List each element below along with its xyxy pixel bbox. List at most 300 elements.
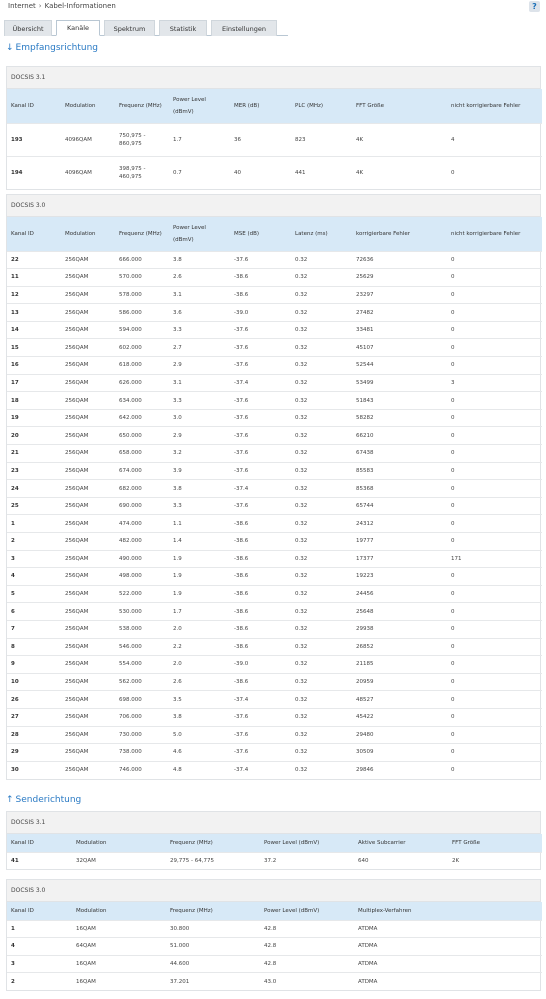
table-row (7, 515, 542, 533)
arrow-down-icon: ↓ (6, 43, 14, 53)
downstream-docsis30-panel (6, 194, 541, 780)
downstream-docsis30-header: DOCSIS 3.0 (7, 195, 540, 217)
column-header: Aktive Subcarrier (354, 834, 448, 852)
table-cell: 0 (447, 304, 542, 322)
table-row (7, 462, 542, 480)
upstream-title: Senderichtung (15, 795, 82, 805)
channel-id-cell: 7 (7, 620, 61, 638)
table-cell: 85368 (352, 480, 447, 498)
channel-id-cell: 26 (7, 691, 61, 709)
table-cell: 0 (447, 269, 542, 287)
table-cell: 1.9 (169, 550, 230, 568)
channel-id-cell: 6 (7, 603, 61, 621)
table-row (7, 374, 542, 392)
breadcrumb-item-internet[interactable]: Internet (8, 2, 36, 10)
channel-id-cell: 23 (7, 462, 61, 480)
breadcrumb (8, 0, 116, 12)
arrow-up-icon: ↑ (6, 795, 14, 805)
table-cell: 0.32 (291, 480, 352, 498)
table-cell: 256QAM (61, 638, 115, 656)
table-cell: -38.6 (230, 603, 291, 621)
table-cell: 0 (447, 673, 542, 691)
table-cell: 3.3 (169, 321, 230, 339)
table-cell: 256QAM (61, 445, 115, 463)
table-cell: 256QAM (61, 269, 115, 287)
table-cell: 52544 (352, 357, 447, 375)
table-cell: 256QAM (61, 533, 115, 551)
table-cell: 602.000 (115, 339, 169, 357)
table-cell: 1.7 (169, 123, 230, 156)
table-cell: 474.000 (115, 515, 169, 533)
upstream-docsis31-header: DOCSIS 3.1 (7, 812, 540, 834)
downstream-docsis30-table (7, 217, 542, 779)
table-cell: -37.6 (230, 744, 291, 762)
table-cell: 42.8 (260, 955, 354, 973)
table-cell: 1.4 (169, 533, 230, 551)
tab-spektrum[interactable]: Spektrum (104, 20, 155, 36)
table-row (7, 286, 542, 304)
table-cell: 0.32 (291, 656, 352, 674)
table-cell: 2.6 (169, 269, 230, 287)
table-cell: 29846 (352, 761, 447, 779)
table-cell: 256QAM (61, 515, 115, 533)
table-cell: 650.000 (115, 427, 169, 445)
table-cell: 45422 (352, 708, 447, 726)
table-cell: 0.32 (291, 462, 352, 480)
table-cell: 256QAM (61, 568, 115, 586)
channel-id-cell: 11 (7, 269, 61, 287)
column-header: nicht korrigierbare Fehler (447, 217, 542, 251)
table-cell: 0.32 (291, 339, 352, 357)
table-cell: 256QAM (61, 744, 115, 762)
column-header: Power Level (dBmV) (169, 217, 230, 251)
table-cell: 0.32 (291, 585, 352, 603)
table-cell: 441 (291, 156, 352, 189)
table-cell: 0.32 (291, 392, 352, 410)
channel-id-cell: 3 (7, 955, 72, 973)
table-cell: 3.1 (169, 374, 230, 392)
table-cell: 578.000 (115, 286, 169, 304)
channel-id-cell: 15 (7, 339, 61, 357)
table-cell: 2.2 (169, 638, 230, 656)
column-header: Modulation (61, 89, 115, 123)
column-header: Latenz (ms) (291, 217, 352, 251)
table-cell: 0 (447, 726, 542, 744)
table-row (7, 251, 542, 269)
table-cell: 45107 (352, 339, 447, 357)
table-cell: 64QAM (72, 938, 166, 956)
breadcrumb-item-kabel-informationen: Kabel-Informationen (44, 2, 116, 10)
table-cell: 0 (447, 656, 542, 674)
table-cell: -39.0 (230, 656, 291, 674)
table-cell: 0 (447, 744, 542, 762)
table-cell: ATDMA (354, 955, 542, 973)
downstream-title: Empfangsrichtung (15, 43, 99, 53)
upstream-docsis30-header: DOCSIS 3.0 (7, 880, 540, 902)
table-cell: 0.32 (291, 409, 352, 427)
table-cell: 3.2 (169, 445, 230, 463)
upstream-section-title (6, 795, 81, 805)
table-cell: 0.32 (291, 304, 352, 322)
table-cell: -37.4 (230, 480, 291, 498)
table-cell: 618.000 (115, 357, 169, 375)
column-header: Frequenz (MHz) (115, 89, 169, 123)
column-header: Frequenz (MHz) (166, 834, 260, 852)
table-cell: 1.1 (169, 515, 230, 533)
table-row (7, 603, 542, 621)
table-cell: 0.32 (291, 691, 352, 709)
table-cell: 538.000 (115, 620, 169, 638)
table-cell: 0.32 (291, 726, 352, 744)
table-cell: 256QAM (61, 427, 115, 445)
table-cell: 0 (447, 409, 542, 427)
table-cell: 498.000 (115, 568, 169, 586)
table-cell: -38.6 (230, 269, 291, 287)
table-cell: 0 (447, 708, 542, 726)
channel-id-cell: 4 (7, 568, 61, 586)
table-row (7, 761, 542, 779)
table-cell: 634.000 (115, 392, 169, 410)
table-cell: 640 (354, 852, 448, 869)
table-row (7, 585, 542, 603)
table-cell: 594.000 (115, 321, 169, 339)
column-header: Power Level (dBmV) (260, 902, 354, 920)
tab-kanaele[interactable]: Kanäle (56, 20, 100, 36)
table-cell: 750,975 - 860,975 (115, 123, 169, 156)
table-cell: 698.000 (115, 691, 169, 709)
table-cell: 16QAM (72, 955, 166, 973)
table-cell: 0 (447, 357, 542, 375)
table-cell: -38.6 (230, 585, 291, 603)
table-cell: 16QAM (72, 973, 166, 991)
table-cell: 626.000 (115, 374, 169, 392)
table-cell: 642.000 (115, 409, 169, 427)
table-cell: 256QAM (61, 620, 115, 638)
table-cell: 2.6 (169, 673, 230, 691)
table-cell: -37.6 (230, 251, 291, 269)
table-cell: -37.6 (230, 409, 291, 427)
table-header-row (7, 834, 542, 852)
table-cell: 0 (447, 445, 542, 463)
table-cell: 53499 (352, 374, 447, 392)
table-cell: 256QAM (61, 550, 115, 568)
column-header: Modulation (61, 217, 115, 251)
table-cell: 19223 (352, 568, 447, 586)
table-cell: 65744 (352, 497, 447, 515)
table-cell: 0 (447, 427, 542, 445)
table-cell: 0 (447, 691, 542, 709)
table-cell: 0 (447, 515, 542, 533)
table-cell: -37.6 (230, 339, 291, 357)
table-cell: 256QAM (61, 321, 115, 339)
table-cell: 16QAM (72, 920, 166, 938)
table-row (7, 357, 542, 375)
table-cell: 256QAM (61, 603, 115, 621)
table-cell: 0.32 (291, 374, 352, 392)
table-cell: 23297 (352, 286, 447, 304)
table-row (7, 955, 542, 973)
table-cell: 256QAM (61, 251, 115, 269)
table-cell: 490.000 (115, 550, 169, 568)
table-cell: 0 (447, 251, 542, 269)
tab-statistik[interactable]: Statistik (159, 20, 207, 36)
table-cell: 3.5 (169, 691, 230, 709)
table-cell: 0 (447, 480, 542, 498)
table-cell: 67438 (352, 445, 447, 463)
downstream-section-title (6, 43, 98, 53)
column-header: Frequenz (MHz) (115, 217, 169, 251)
table-cell: 0.32 (291, 673, 352, 691)
table-cell: 4.6 (169, 744, 230, 762)
table-cell: -39.0 (230, 304, 291, 322)
table-cell: 256QAM (61, 357, 115, 375)
table-row (7, 156, 542, 189)
table-cell: 27482 (352, 304, 447, 322)
table-cell: 0 (447, 321, 542, 339)
table-cell: 0.32 (291, 269, 352, 287)
table-cell: -37.6 (230, 445, 291, 463)
table-cell: 256QAM (61, 585, 115, 603)
table-header-row (7, 902, 542, 920)
table-cell: 5.0 (169, 726, 230, 744)
table-cell: 0 (447, 638, 542, 656)
table-cell: 42.8 (260, 938, 354, 956)
table-row (7, 726, 542, 744)
table-cell: 0 (447, 392, 542, 410)
channel-id-cell: 27 (7, 708, 61, 726)
table-cell: 48527 (352, 691, 447, 709)
table-cell: 0.32 (291, 533, 352, 551)
channel-id-cell: 24 (7, 480, 61, 498)
channel-id-cell: 28 (7, 726, 61, 744)
table-cell: 0 (447, 585, 542, 603)
table-row (7, 392, 542, 410)
column-header: Kanal ID (7, 217, 61, 251)
upstream-docsis30-panel (6, 879, 541, 991)
column-header: Kanal ID (7, 834, 72, 852)
table-cell: -38.6 (230, 286, 291, 304)
channel-id-cell: 2 (7, 973, 72, 991)
table-cell: 562.000 (115, 673, 169, 691)
table-cell: 17377 (352, 550, 447, 568)
table-cell: 256QAM (61, 409, 115, 427)
table-cell: 0.32 (291, 497, 352, 515)
downstream-docsis31-table (7, 89, 542, 189)
table-cell: -37.4 (230, 374, 291, 392)
table-cell: 823 (291, 123, 352, 156)
column-header: Multiplex-Verfahren (354, 902, 542, 920)
table-cell: 256QAM (61, 462, 115, 480)
table-cell: 2.7 (169, 339, 230, 357)
tab-bar (4, 20, 288, 36)
table-cell: 25648 (352, 603, 447, 621)
channel-id-cell: 1 (7, 515, 61, 533)
table-cell: 26852 (352, 638, 447, 656)
table-row (7, 339, 542, 357)
table-cell: -38.6 (230, 515, 291, 533)
table-cell: 24456 (352, 585, 447, 603)
table-cell: 2.0 (169, 656, 230, 674)
table-cell: ATDMA (354, 920, 542, 938)
table-row (7, 708, 542, 726)
table-row (7, 938, 542, 956)
table-cell: 4.8 (169, 761, 230, 779)
table-row (7, 920, 542, 938)
table-cell: 40 (230, 156, 291, 189)
table-cell: 0.32 (291, 321, 352, 339)
table-cell: 0.32 (291, 620, 352, 638)
table-cell: 570.000 (115, 269, 169, 287)
table-cell: 2.9 (169, 357, 230, 375)
column-header: Kanal ID (7, 902, 72, 920)
table-cell: 256QAM (61, 392, 115, 410)
column-header: FFT Größe (448, 834, 542, 852)
table-cell: 256QAM (61, 761, 115, 779)
channel-id-cell: 21 (7, 445, 61, 463)
table-row (7, 673, 542, 691)
table-cell: 1.9 (169, 585, 230, 603)
channel-id-cell: 5 (7, 585, 61, 603)
table-cell: -37.6 (230, 427, 291, 445)
table-cell: 3.0 (169, 409, 230, 427)
column-header: Kanal ID (7, 89, 61, 123)
table-cell: -38.6 (230, 568, 291, 586)
help-icon[interactable]: ? (529, 1, 540, 12)
table-cell: 0.32 (291, 744, 352, 762)
table-cell: -38.6 (230, 550, 291, 568)
channel-id-cell: 2 (7, 533, 61, 551)
table-cell: 29,775 - 64,775 (166, 852, 260, 869)
table-cell: 0.32 (291, 515, 352, 533)
column-header: korrigierbare Fehler (352, 217, 447, 251)
table-row (7, 123, 542, 156)
table-cell: 482.000 (115, 533, 169, 551)
table-cell: 522.000 (115, 585, 169, 603)
table-cell: 256QAM (61, 691, 115, 709)
table-cell: 3.3 (169, 392, 230, 410)
table-row (7, 304, 542, 322)
table-cell: 0.32 (291, 638, 352, 656)
channel-id-cell: 29 (7, 744, 61, 762)
table-cell: 3.8 (169, 480, 230, 498)
table-cell: 0.7 (169, 156, 230, 189)
table-cell: 21185 (352, 656, 447, 674)
table-row (7, 973, 542, 991)
table-cell: 256QAM (61, 286, 115, 304)
table-cell: 0 (447, 286, 542, 304)
column-header: Power Level (dBmV) (260, 834, 354, 852)
table-cell: 0 (447, 462, 542, 480)
table-cell: 72636 (352, 251, 447, 269)
table-cell: 0 (447, 339, 542, 357)
table-cell: 4 (447, 123, 542, 156)
table-cell: 58282 (352, 409, 447, 427)
table-cell: 674.000 (115, 462, 169, 480)
table-cell: 1.7 (169, 603, 230, 621)
table-cell: 0 (447, 497, 542, 515)
table-cell: 0.32 (291, 251, 352, 269)
channel-id-cell: 13 (7, 304, 61, 322)
table-row (7, 550, 542, 568)
table-cell: 256QAM (61, 480, 115, 498)
table-cell: 0.32 (291, 357, 352, 375)
table-row (7, 427, 542, 445)
table-cell: 0.32 (291, 445, 352, 463)
table-cell: 1.9 (169, 568, 230, 586)
channel-id-cell: 30 (7, 761, 61, 779)
table-cell: 4096QAM (61, 156, 115, 189)
table-cell: 256QAM (61, 497, 115, 515)
table-cell: 730.000 (115, 726, 169, 744)
table-cell: 3.8 (169, 708, 230, 726)
table-cell: 0.32 (291, 427, 352, 445)
table-row (7, 744, 542, 762)
table-cell: -37.6 (230, 392, 291, 410)
table-cell: 0.32 (291, 568, 352, 586)
channel-id-cell: 1 (7, 920, 72, 938)
table-cell: -37.6 (230, 321, 291, 339)
table-cell: 42.8 (260, 920, 354, 938)
column-header: MER (dB) (230, 89, 291, 123)
table-cell: 4K (352, 123, 447, 156)
tab-einstellungen[interactable]: Einstellungen (211, 20, 277, 36)
table-cell: -38.6 (230, 673, 291, 691)
table-cell: 690.000 (115, 497, 169, 515)
table-cell: 85583 (352, 462, 447, 480)
table-row (7, 409, 542, 427)
table-row (7, 568, 542, 586)
table-header-row (7, 89, 542, 123)
table-cell: -37.4 (230, 691, 291, 709)
column-header: Modulation (72, 834, 166, 852)
table-cell: 682.000 (115, 480, 169, 498)
column-header: MSE (dB) (230, 217, 291, 251)
table-cell: 30509 (352, 744, 447, 762)
chevron-right-icon: › (38, 2, 42, 10)
table-row (7, 656, 542, 674)
channel-id-cell: 19 (7, 409, 61, 427)
table-header-row (7, 217, 542, 251)
table-cell: 66210 (352, 427, 447, 445)
channel-id-cell: 22 (7, 251, 61, 269)
channel-id-cell: 25 (7, 497, 61, 515)
table-row (7, 269, 542, 287)
channel-id-cell: 16 (7, 357, 61, 375)
table-cell: 256QAM (61, 304, 115, 322)
table-row (7, 497, 542, 515)
table-cell: 36 (230, 123, 291, 156)
table-cell: 3.3 (169, 497, 230, 515)
column-header: Modulation (72, 902, 166, 920)
table-cell: 256QAM (61, 656, 115, 674)
table-row (7, 533, 542, 551)
table-cell: 3.6 (169, 304, 230, 322)
table-cell: 25629 (352, 269, 447, 287)
table-cell: 3.9 (169, 462, 230, 480)
column-header: FFT Größe (352, 89, 447, 123)
table-cell: 256QAM (61, 726, 115, 744)
tab-uebersicht[interactable]: Übersicht (4, 20, 52, 36)
column-header: nicht korrigierbare Fehler (447, 89, 542, 123)
table-cell: -37.4 (230, 761, 291, 779)
table-cell: 2.0 (169, 620, 230, 638)
downstream-docsis31-header: DOCSIS 3.1 (7, 67, 540, 89)
channel-id-cell: 8 (7, 638, 61, 656)
table-cell: 658.000 (115, 445, 169, 463)
table-cell: 546.000 (115, 638, 169, 656)
table-cell: 746.000 (115, 761, 169, 779)
table-cell: ATDMA (354, 938, 542, 956)
